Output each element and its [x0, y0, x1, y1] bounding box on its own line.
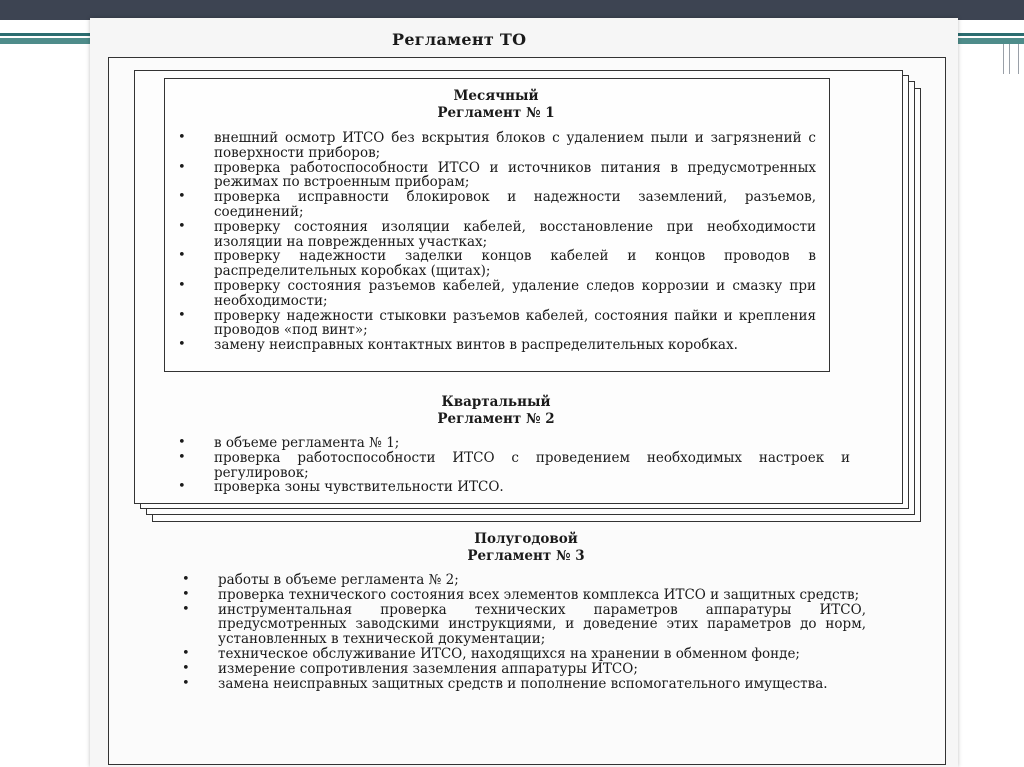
semiannual-task-list	[180, 573, 866, 691]
quarterly-heading: Квартальный Регламент № 2	[437, 394, 555, 427]
list-item: • проверку состояния разъемов кабелей, удаление следов коррозии и смазку при необходимости;	[176, 279, 816, 309]
list-item: • замена неисправных защитных средств и пополнение вспомогательного имущества.	[180, 677, 866, 692]
list-item: • проверка работоспособности ИТСО с проведением необходимых настроек и регулировок;	[176, 451, 850, 481]
list-item: • внешний осмотр ИТСО без вскрытия блоков с удалением пыли и загрязнений с поверхности приборов;	[176, 131, 816, 161]
monthly-heading: Месячный Регламент № 1	[437, 88, 555, 121]
slide-accent-stripe	[0, 38, 90, 44]
list-item: • измерение сопротивления заземления аппаратуры ИТСО;	[180, 662, 866, 677]
list-item: • работы в объеме регламента № 2;	[180, 573, 866, 588]
slide-accent-stripe	[958, 33, 1024, 36]
list-item: • проверка технического состояния всех элементов комплекса ИТСО и защитных средств;	[180, 588, 866, 603]
list-item: • инструментальная проверка технических параметров аппаратуры ИТСО, предусмотренных заводскими инструкциями, и доведение этих параметров до норм, установленных в технической документации;	[180, 603, 866, 647]
list-item: • проверка зоны чувствительности ИТСО.	[176, 480, 850, 495]
slide-accent-stripe	[0, 33, 90, 36]
list-item: • в объеме регламента № 1;	[176, 436, 850, 451]
list-item: • проверка исправности блокировок и надежности заземлений, разъемов, соединений;	[176, 190, 816, 220]
list-item: • техническое обслуживание ИТСО, находящихся на хранении в обменном фонде;	[180, 647, 866, 662]
quarterly-task-list	[176, 436, 850, 495]
list-item: • замену неисправных контактных винтов в распределительных коробках.	[176, 338, 816, 353]
semiannual-heading: Полугодовой Регламент № 3	[467, 531, 585, 564]
document-title: Регламент ТО	[392, 30, 527, 49]
slide-decoration-lines	[1003, 44, 1019, 74]
list-item: • проверка работоспособности ИТСО и источников питания в предусмотренных режимах по встроенным приборам;	[176, 161, 816, 191]
monthly-task-list	[176, 131, 816, 353]
list-item: • проверку надежности заделки концов кабелей и концов проводов в распределительных коробках (щитах);	[176, 249, 816, 279]
slide-top-bar	[0, 0, 1024, 20]
list-item: • проверку состояния изоляции кабелей, восстановление при необходимости изоляции на поврежденных участках;	[176, 220, 816, 250]
list-item: • проверку надежности стыковки разъемов кабелей, состояния пайки и крепления проводов «под винт»;	[176, 309, 816, 339]
